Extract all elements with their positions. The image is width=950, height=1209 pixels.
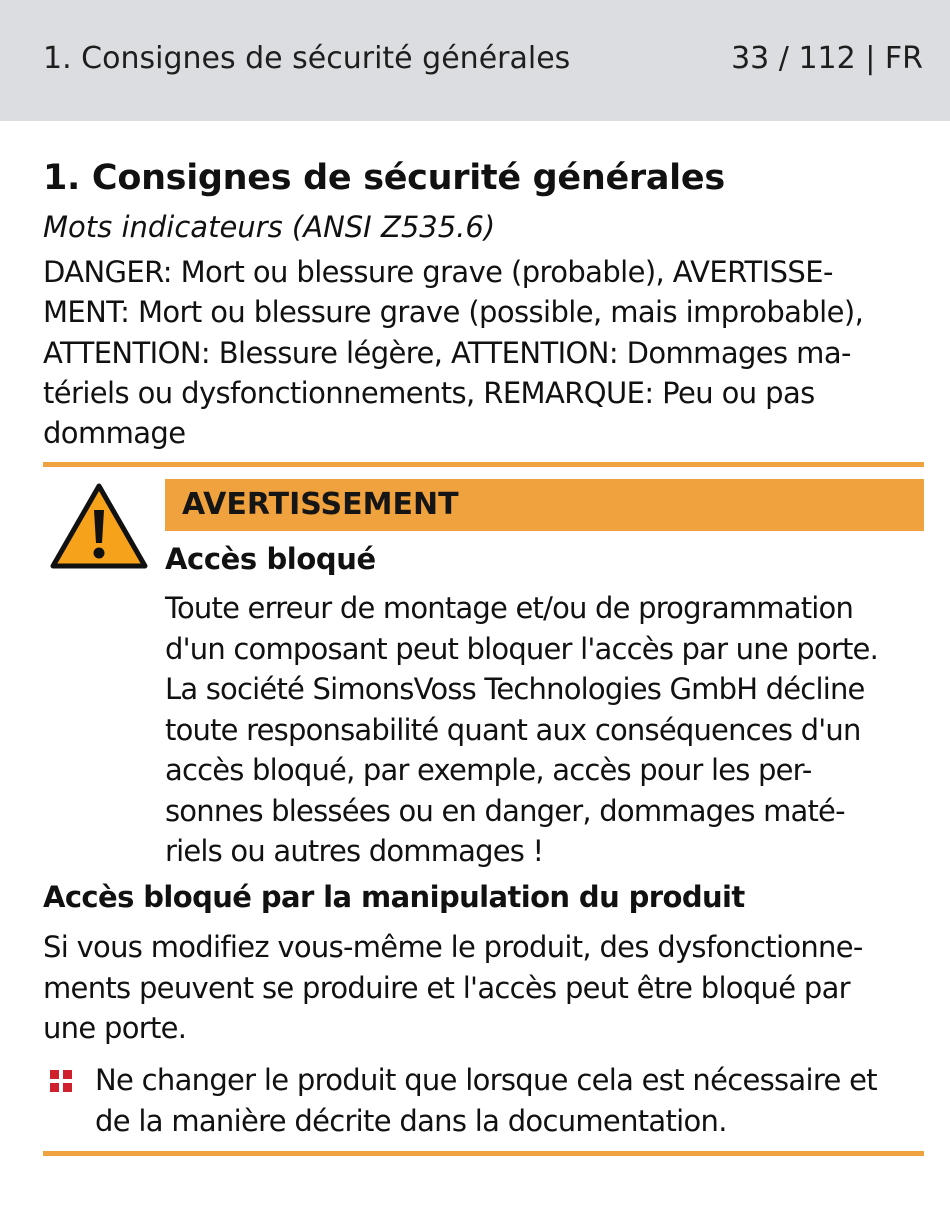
signal-words-line: dommage (43, 416, 186, 451)
manipulation-body (43, 927, 923, 1049)
warning-body-line: Toute erreur de montage et/ou de programmation (165, 591, 854, 625)
section-title: 1. Consignes de sécurité générales (43, 158, 725, 198)
signal-words-line: DANGER: Mort ou blessure grave (probable), AVERTISSE- (43, 255, 833, 289)
warning-triangle-icon (50, 482, 148, 570)
bullet-item-line: Ne changer le produit que lorsque cela est nécessaire et (95, 1063, 877, 1097)
manipulation-body-line: une porte. (43, 1011, 187, 1045)
warning-body-line: accès bloqué, par exemple, accès pour les per- (165, 753, 812, 787)
header-section-title: 1. Consignes de sécurité générales (43, 41, 571, 76)
warning-bottom-rule (43, 1151, 924, 1156)
bullet-item-line: de la manière décrite dans la documentation. (95, 1103, 727, 1138)
warning-body-line: riels ou autres dommages ! (165, 834, 544, 868)
warning-body-line: toute responsabilité quant aux conséquences d'un (165, 712, 861, 747)
manipulation-heading: Accès bloqué par la manipulation du produit (43, 880, 745, 914)
signal-words-line: MENT: Mort ou blessure grave (possible, mais improbable), (43, 295, 864, 330)
signal-words-line: tériels ou dysfonctionnements, REMARQUE: Peu ou pas (43, 375, 815, 410)
header-page-number: 33 / 112 | FR (731, 41, 923, 76)
page-header (0, 0, 950, 121)
manipulation-body-line: Si vous modifiez vous-même le produit, des dysfonctionne- (43, 930, 863, 964)
manipulation-body-line: ments peuvent se produire et l'accès peut être bloqué par (43, 970, 850, 1005)
warning-body (165, 588, 925, 872)
bullet-item (95, 1060, 925, 1141)
warning-label: AVERTISSEMENT (182, 487, 459, 522)
warning-body-line: La société SimonsVoss Technologies GmbH décline (165, 672, 865, 706)
warning-body-line: d'un composant peut bloquer l'accès par une porte. (165, 631, 878, 666)
warning-top-rule (43, 462, 924, 467)
signal-words-line: ATTENTION: Blessure légère, ATTENTION: Dommages ma- (43, 335, 851, 370)
red-square-bullet-icon (50, 1070, 72, 1092)
signal-words-text (43, 252, 923, 453)
warning-banner (165, 479, 924, 531)
warning-body-line: sonnes blessées ou en danger, dommages maté- (165, 793, 845, 828)
signal-words-subtitle: Mots indicateurs (ANSI Z535.6) (43, 210, 496, 244)
warning-heading: Accès bloqué (165, 542, 376, 576)
